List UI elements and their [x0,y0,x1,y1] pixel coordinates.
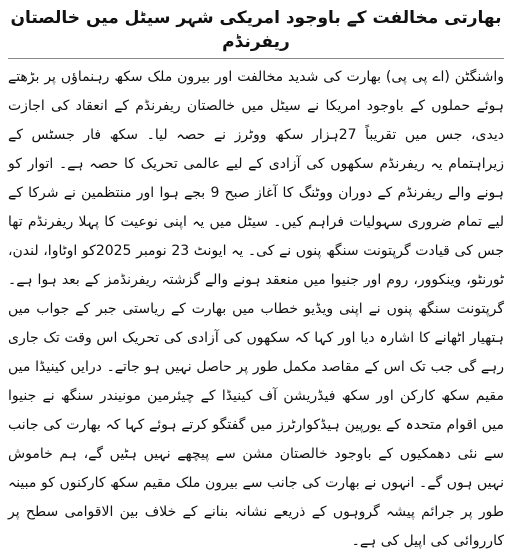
article-headline: بھارتی مخالفت کے باوجود امریکی شہر سیٹل میں خالصتان ریفرنڈم [8,6,504,59]
article-body: واشنگٹن (اے پی پی) بھارت کی شدید مخالفت اور بیرون ملک سکھ رہنماؤں پر بڑھتے ہوئے حملوں کے باوجود امریکا نے سیٹل میں خالصتان ریفرنڈم کے انعقاد کی اجازت دیدی، جس میں تقریباً 27ہزار سکھ ووٹرز نے حصہ لیا۔ سکھ فار جسٹس کے زیراہتمام یہ ریفرنڈم سکھوں کی آزادی کے لیے عالمی تحریک کا حصہ ہے۔ اتوار کو ہونے والے ریفرنڈم کے دوران ووٹنگ کا آغاز صبح 9 بجے ہوا اور منتظمین نے شرکا کے لیے تمام ضروری سہولیات فراہم کیں۔ سیٹل میں یہ اپنی نوعیت کا پہلا ریفرنڈم تھا جس کی قیادت گرپتونت سنگھ پنوں نے کی۔ یہ ایونٹ 23 نومبر 2025کو اوٹاوا، لندن، ٹورنٹو، وینکوور، روم اور جنیوا میں منعقد ہونے والے گزشتہ ریفرنڈمز کے بعد ہوا ہے۔ گرپتونت سنگھ پنوں نے اپنی ویڈیو خطاب میں بھارت کے ریاستی جبر کے جواب میں ہتھیار اٹھانے کا اشارہ دیا اور کہا کہ سکھوں کی آزادی کی تحریک اس وقت تک جاری رہے گی جب تک اس کے مقاصد مکمل طور پر حاصل نہیں ہو جاتے۔ درایں کینیڈا میں مقیم سکھ کارکن اور سکھ فیڈریشن آف کینیڈا کے چیئرمین مونیندر سنگھ نے جنیوا میں اقوام متحدہ کے یورپین ہیڈکوارٹرز میں گفتگو کرتے ہوئے کہا کہ بھارت کی جانب سے نئی دھمکیوں کے باوجود خالصتان مشن سے پیچھے نہیں ہٹیں گے، ہم خاموش نہیں ہوں گے۔ انہوں نے بھارت کی جانب سے بیرون ملک مقیم سکھ کارکنوں کو مبینہ طور پر جرائم پیشہ گروہوں کے ذریعے نشانہ بنانے کے خلاف بین الاقوامی سطح پر کارروائی کی اپیل کی ہے۔ [8,69,504,549]
